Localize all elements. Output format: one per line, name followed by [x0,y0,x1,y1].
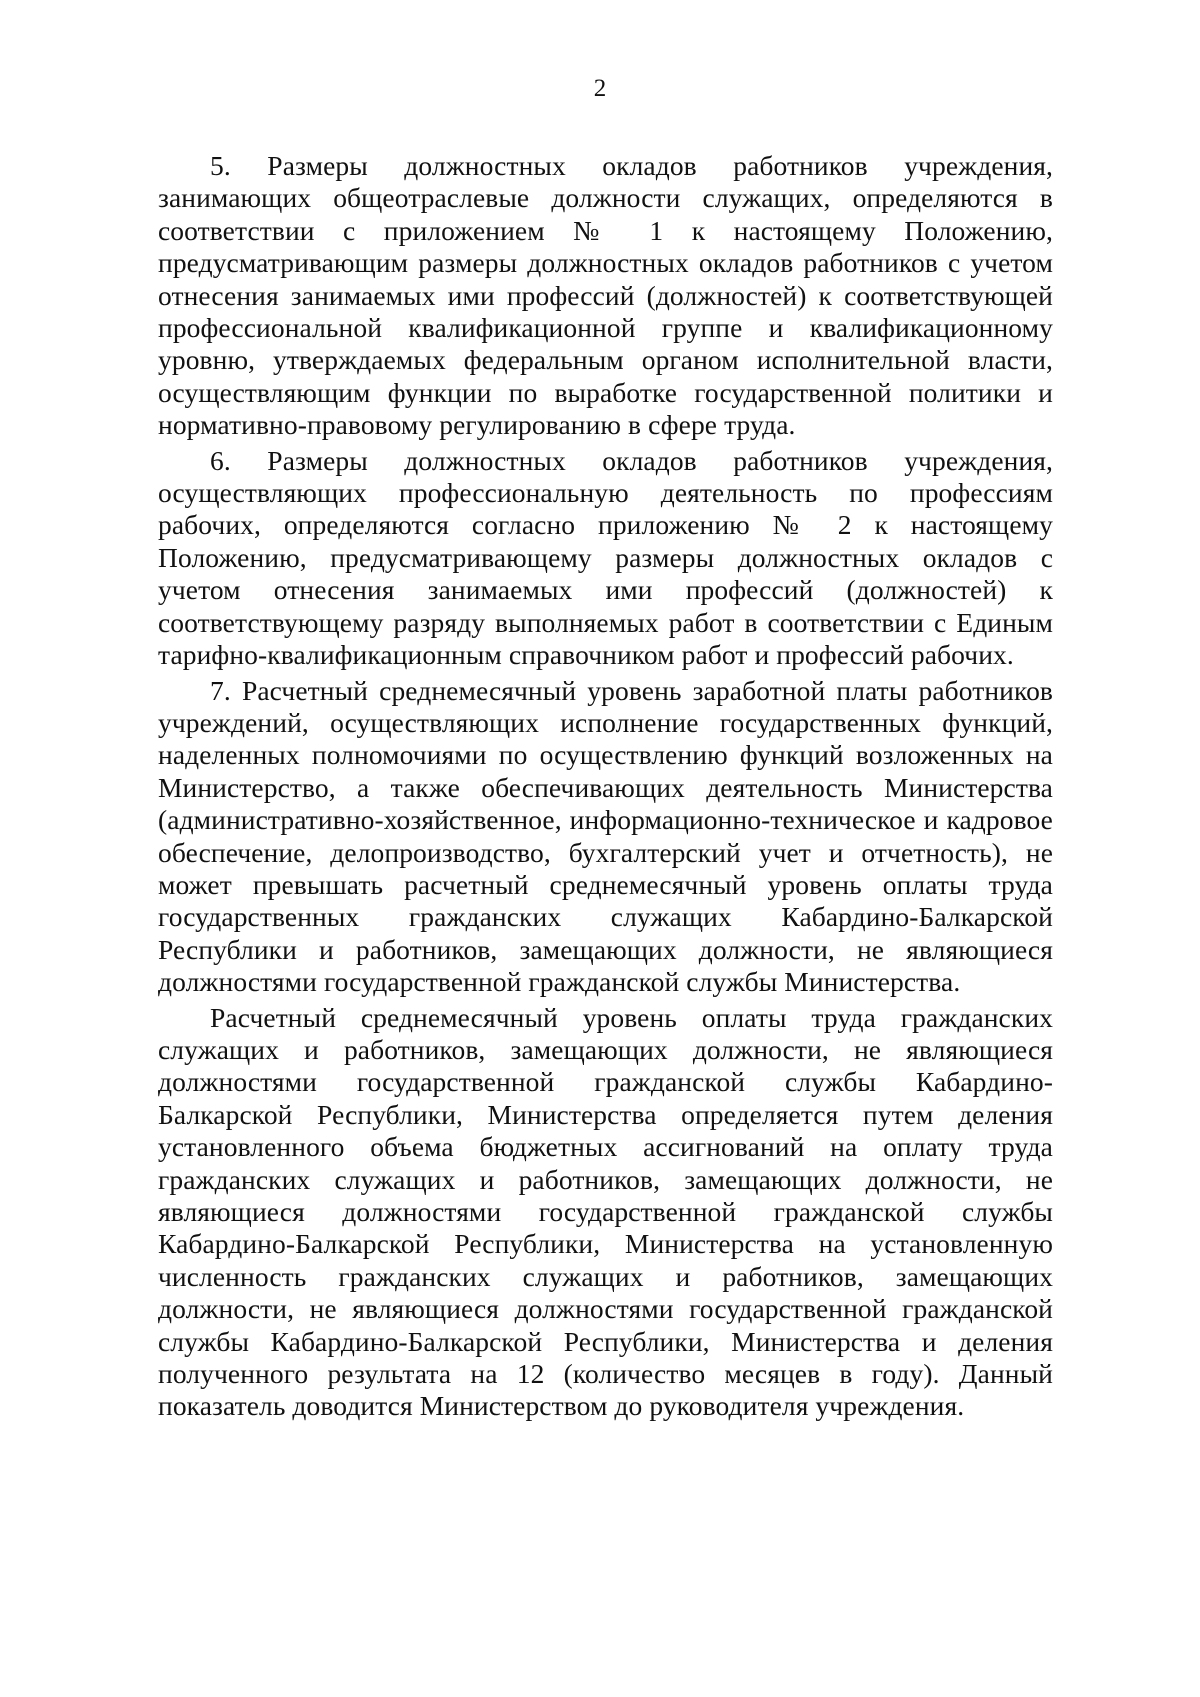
page-number: 2 [593,75,607,102]
paragraph-5: 5. Размеры должностных окладов работников учреждения, занимающих общеотраслевые должности служащих, определяются в соответствии с приложением № 1 к настоящему Положению, предусматривающим размеры должностных окладов работников с учетом отнесения занимаемых ими профессий (должностей) к соответствующей профессиональной квалификационной группе и квалификационному уровню, утверждаемых федеральным органом исполнительной власти, осуществляющим функции по выработке государственной политики и нормативно-правовому регулированию в сфере труда. [158,150,1053,441]
document-body [158,150,1053,1423]
paragraph-6: 6. Размеры должностных окладов работников учреждения, осуществляющих профессиональную деятельность по профессиям рабочих, определяются согласно приложению № 2 к настоящему Положению, предусматривающему размеры должностных окладов с учетом отнесения занимаемых ими профессий (должностей) к соответствующему разряду выполняемых работ в соответствии с Единым тарифно-квалификационным справочником работ и профессий рабочих. [158,444,1053,671]
paragraph-7-continuation: Расчетный среднемесячный уровень оплаты труда гражданских служащих и работников, замещающих должности, не являющиеся должностями государственной гражданской службы Кабардино-Балкарской Республики, Министерства определяется путем деления установленного объема бюджетных ассигнований на оплату труда гражданских служащих и работников, замещающих должности, не являющиеся должностями государственной гражданской службы Кабардино-Балкарской Республики, Министерства на установленную численность гражданских служащих и работников, замещающих должности, не являющиеся должностями государственной гражданской службы Кабардино-Балкарской Республики, Министерства и деления полученного результата на 12 (количество месяцев в году). Данный показатель доводится Министерством до руководителя учреждения. [158,1001,1053,1422]
paragraph-7: 7. Расчетный среднемесячный уровень заработной платы работников учреждений, осуществляющих исполнение государственных функций, наделенных полномочиями по осуществлению функций возложенных на Министерство, а также обеспечивающих деятельность Министерства (административно-хозяйственное, информационно-техническое и кадровое обеспечение, делопроизводство, бухгалтерский учет и отчетность), не может превышать расчетный среднемесячный уровень оплаты труда государственных гражданских служащих Кабардино-Балкарской Республики и работников, замещающих должности, не являющиеся должностями государственной гражданской службы Министерства. [158,674,1053,998]
